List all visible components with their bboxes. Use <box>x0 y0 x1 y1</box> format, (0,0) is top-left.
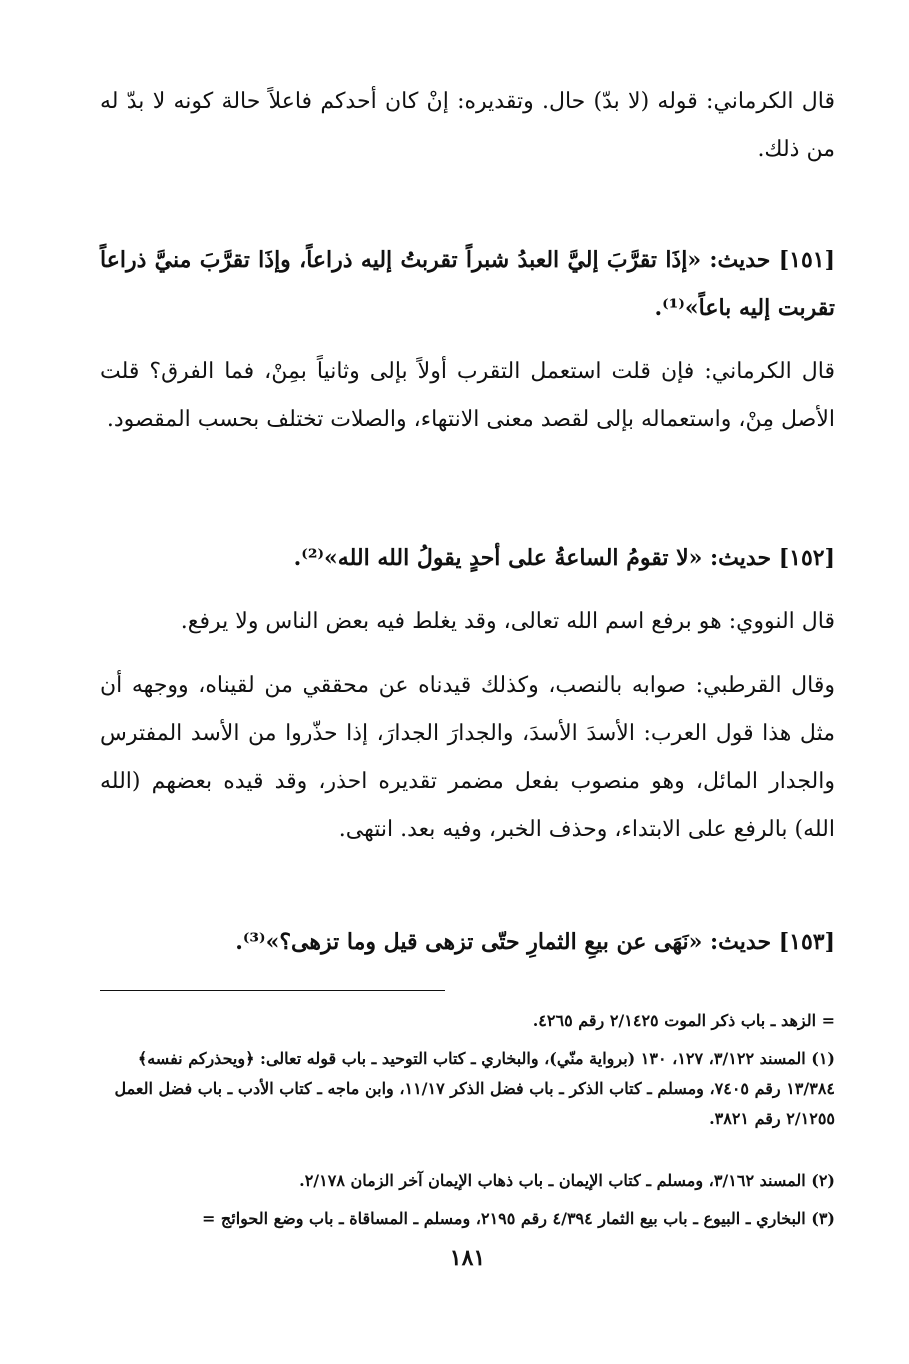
paragraph-kirmani-1: قال الكرماني: قوله (لا بدّ) حال. وتقديره: إنْ كان أحدكم فاعلاً حالة كونه لا بدّ له من ذلك. <box>100 89 835 162</box>
hadith-152-heading: [١٥٢] حديث: «لا تقومُ الساعةُ على أحدٍ يقولُ الله الله»⁽²⁾. <box>293 545 835 571</box>
footnote-separator <box>100 990 445 991</box>
footnote-continued: = الزهد ـ باب ذكر الموت ٢/١٤٢٥ رقم ٤٢٦٥. <box>532 1011 835 1030</box>
hadith-153-heading: [١٥٣] حديث: «نَهَى عن بيعِ الثمارِ حتّى تزهى قيل وما تزهى؟»⁽³⁾. <box>235 929 835 955</box>
page-number: ١٨١ <box>449 1245 486 1271</box>
hadith-151-heading: [١٥١] حديث: «إذَا تقرَّبَ إليَّ العبدُ شبراً تقربتُ إليه ذراعاً، وإذَا تقرَّبَ منيَّ ذراعاً تقربت إليه باعاً»⁽¹⁾. <box>100 247 835 321</box>
footnote-2: (٢) المسند ٣/١٦٢، ومسلم ـ كتاب الإيمان ـ باب ذهاب الإيمان آخر الزمان ٢/١٧٨. <box>299 1171 835 1190</box>
paragraph-qurtubi: وقال القرطبي: صوابه بالنصب، وكذلك قيدناه عن محققي من لقيناه، ووجهه أن مثل هذا قول العرب: الأسدَ الأسدَ، والجدارَ الجدارَ، إذا حذّروا من الأسد المفترس والجدار المائل، وهو منصوب بفعل مضمر تقديره احذر، وقد قيده بعضهم (الله الله) بالرفع على الابتداء، وحذف الخبر، وفيه بعد. انتهى. <box>100 673 835 842</box>
paragraph-nawawi: قال النووي: هو برفع اسم الله تعالى، وقد يغلط فيه بعض الناس ولا يرفع. <box>180 609 835 634</box>
paragraph-kirmani-151: قال الكرماني: فإن قلت استعمل التقرب أولاً بإلى وثانياً بمِنْ، فما الفرق؟ قلت الأصل مِنْ، واستعماله بإلى لقصد معنى الانتهاء، والصلات تختلف بحسب المقصود. <box>100 359 835 432</box>
footnote-1: (١) المسند ٣/١٢٢، ١٢٧، ١٣٠ (برواية منّي)، والبخاري ـ كتاب التوحيد ـ باب قوله تعالى: ﴿ويحذركم نفسه﴾ ١٣/٣٨٤ رقم ٧٤٠٥، ومسلم ـ كتاب الذكر ـ باب فضل الذكر ١١/١٧، وابن ماجه ـ كتاب الأدب ـ باب فضل العمل ٢/١٢٥٥ رقم ٣٨٢١. <box>114 1049 835 1128</box>
document-page <box>100 0 835 1364</box>
footnote-3: (٣) البخاري ـ البيوع ـ باب بيع الثمار ٤/٣٩٤ رقم ٢١٩٥، ومسلم ـ المساقاة ـ باب وضع الحوائج = <box>201 1209 835 1228</box>
